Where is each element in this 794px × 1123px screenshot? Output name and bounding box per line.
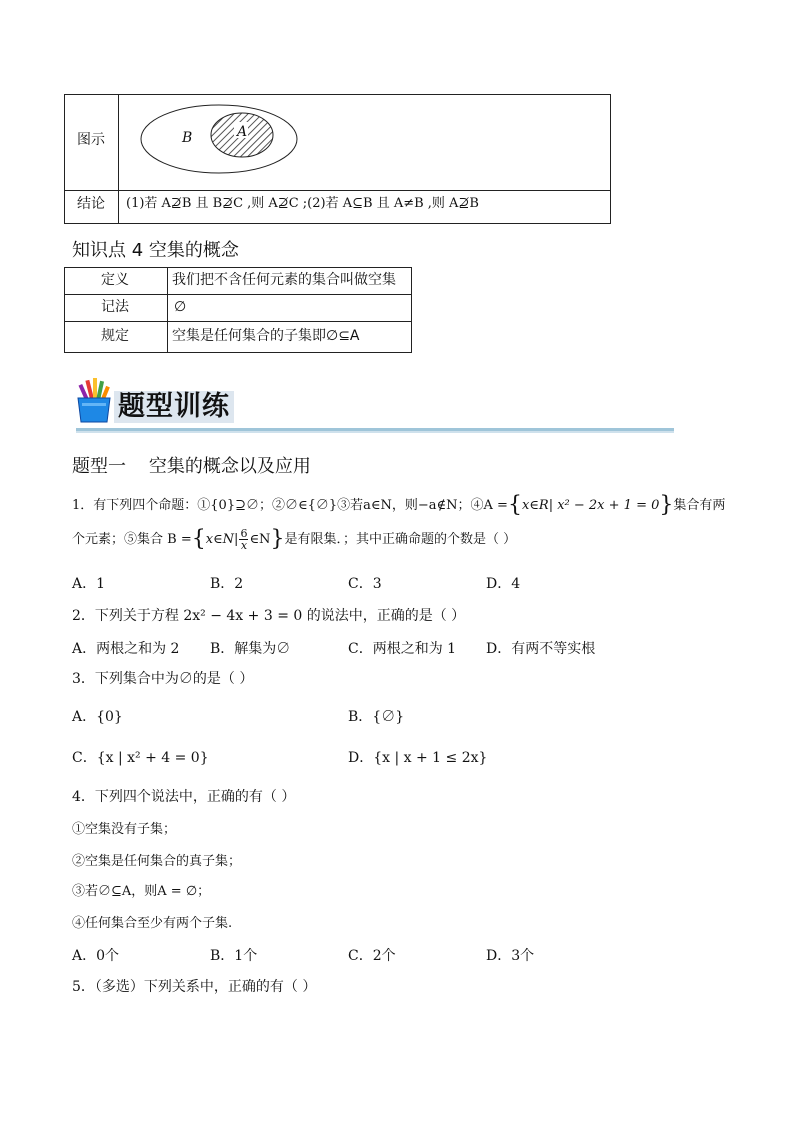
q2-option-c[interactable]: C．两根之和为 1	[348, 641, 457, 657]
q1-option-b[interactable]: B．2	[210, 576, 244, 592]
q3-option-b[interactable]: B．{∅}	[348, 709, 405, 725]
rule-value: 空集是任何集合的子集即∅⊆A	[172, 328, 360, 344]
q2-option-b[interactable]: B．解集为∅	[210, 641, 291, 657]
q1-option-d[interactable]: D．4	[486, 576, 521, 592]
q1-option-a[interactable]: A．1	[72, 576, 106, 592]
q4-option-c[interactable]: C．2个	[348, 948, 396, 964]
pencil-cup-icon	[74, 378, 114, 424]
q4-item-1: ①空集没有子集；	[72, 822, 177, 837]
rule-label: 规定	[101, 328, 129, 344]
q3-option-c[interactable]: C．{x | x² + 4 = 0}	[72, 750, 209, 766]
q4-text: 4．下列四个说法中，正确的有（ ）	[72, 789, 296, 805]
q3-option-d[interactable]: D．{x | x + 1 ≤ 2x}	[348, 750, 488, 766]
venn-diagram	[138, 103, 298, 183]
q4-option-b[interactable]: B．1个	[210, 948, 258, 964]
venn-label-a: A	[237, 124, 248, 140]
conclusion-text: (1)若 A⊉B 且 B⊉C ,则 A⊉C ;(2)若 A⊆B 且 A≠B ,则 A⊉B	[126, 196, 479, 211]
banner-title: 题型训练	[114, 391, 234, 423]
q4-item-2: ②空集是任何集合的真子集；	[72, 854, 242, 869]
q1-fraction	[239, 528, 248, 551]
q1-line1-text: 1．有下列四个命题：①{0}⊇∅；②∅∈{∅}③若a∈N，则−a∉N；④A =	[72, 498, 508, 513]
venn-label-b: B	[182, 130, 193, 146]
q2-text: 2．下列关于方程 2x² − 4x + 3 = 0 的说法中，正确的是（ ）	[72, 608, 466, 624]
q2-option-d[interactable]: D．有两不等实根	[486, 641, 596, 657]
q1-line2-start: 个元素；⑤集合 B =	[72, 532, 192, 547]
banner-underline-shadow	[76, 431, 674, 433]
q4-option-a[interactable]: A．0个	[72, 948, 120, 964]
q5-text: 5．（多选）下列关系中，正确的有（ ）	[72, 979, 317, 995]
q1-frac-num: 6	[240, 527, 248, 540]
notation-label: 记法	[101, 299, 129, 315]
q4-option-d[interactable]: D．3个	[486, 948, 535, 964]
q4-item-3: ③若∅⊆A，则A = ∅；	[72, 884, 211, 899]
q1-set5-post: ∈N	[249, 532, 271, 547]
q1-option-c[interactable]: C．3	[348, 576, 382, 592]
definition-value: 我们把不含任何元素的集合叫做空集	[172, 272, 396, 288]
q3-text: 3．下列集合中为∅的是（ ）	[72, 671, 254, 687]
q1-set5-pre: x∈N|	[205, 532, 239, 547]
definition-label: 定义	[101, 272, 129, 288]
q1-frac-den: x	[240, 539, 248, 552]
type1-title: 题型一 空集的概念以及应用	[72, 456, 311, 477]
q1-set4: x∈R| x² − 2x + 1 = 0	[521, 498, 660, 513]
diagram-row-label: 图示	[77, 132, 105, 148]
section4-title: 知识点 4 空集的概念	[72, 240, 239, 261]
q2-option-a[interactable]: A．两根之和为 2	[72, 641, 180, 657]
notation-value: ∅	[174, 299, 187, 315]
q1-line2: 个元素；⑤集合 B ={x∈N| $\frac{6}{x}$ ∈N}是有限集．；其中正确命题的个数是（ ）	[72, 526, 517, 552]
conclusion-row-label: 结论	[77, 196, 105, 212]
q1-line2-end: 是有限集．；其中正确命题的个数是（ ）	[284, 532, 517, 547]
q3-option-a[interactable]: A．{0}	[72, 709, 123, 725]
q4-item-4: ④任何集合至少有两个子集.	[72, 916, 233, 931]
q1-line1: 1．有下列四个命题：①{0}⊇∅；②∅∈{∅}③若a∈N，则−a∉N；④A ={x∈R| x² − 2x + 1 = 0}集合有两	[72, 492, 726, 518]
q1-line1-end: 集合有两	[673, 498, 726, 513]
